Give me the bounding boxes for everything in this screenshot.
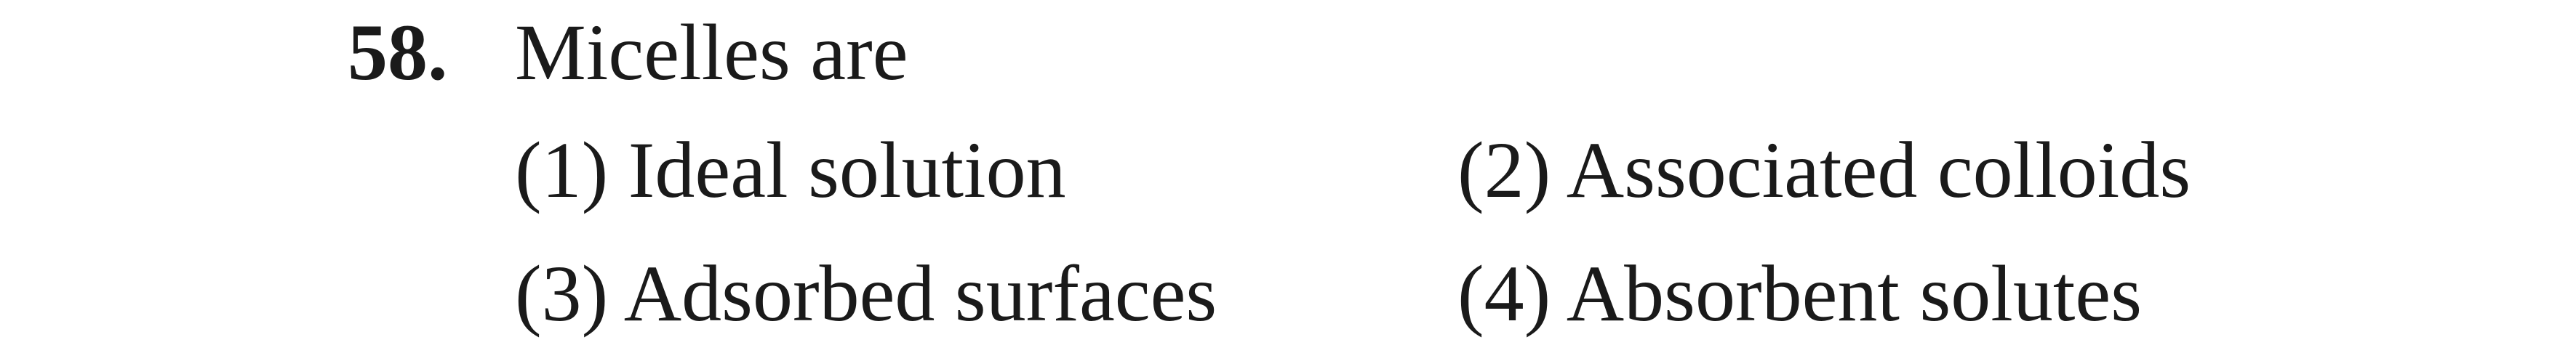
- question-number: 58.: [348, 8, 448, 97]
- option-3[interactable]: (3) Adsorbed surfaces: [515, 249, 1217, 338]
- question-stem: Micelles are: [515, 8, 908, 97]
- option-4[interactable]: (4) Absorbent solutes: [1457, 249, 2143, 338]
- option-2[interactable]: (2) Associated colloids: [1457, 126, 2191, 214]
- option-1[interactable]: (1) Ideal solution: [515, 126, 1066, 214]
